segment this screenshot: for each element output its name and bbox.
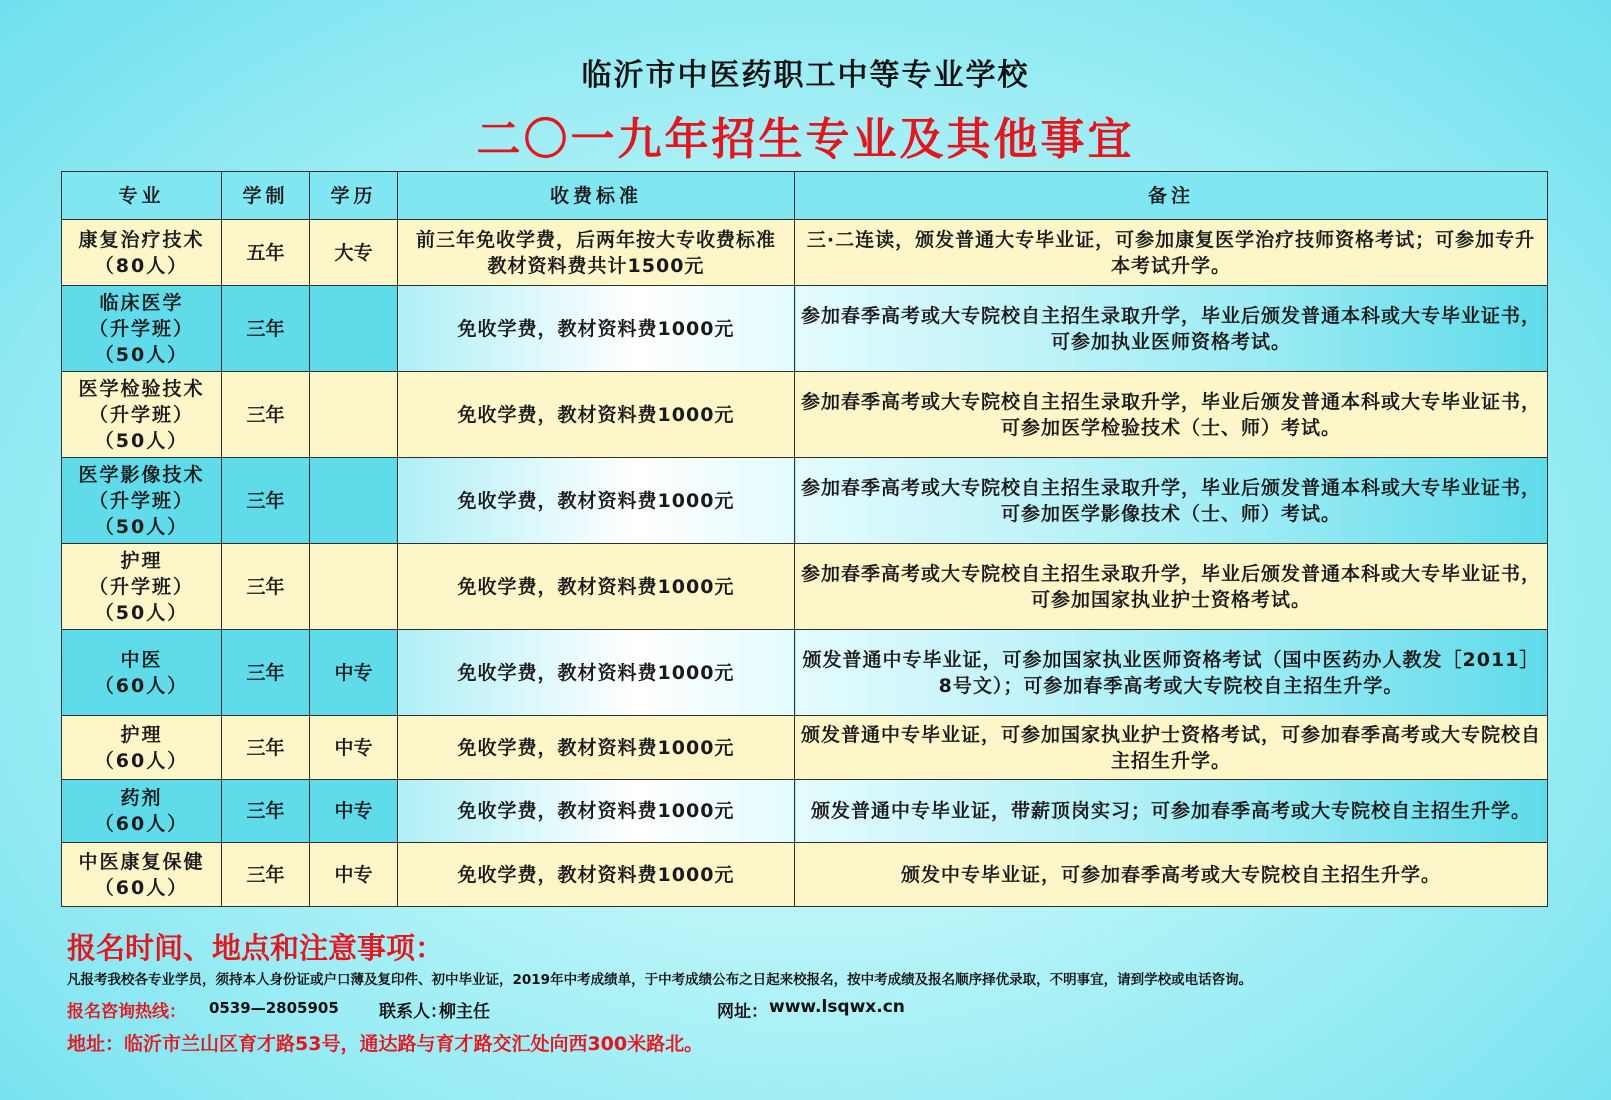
table-row (62, 372, 1548, 458)
registration-notice: 凡报考我校各专业学员，须持本人身份证或户口薄及复印件、初中毕业证，2019年中考成绩单，于中考成绩公布之日起来校报名，按中考成绩及报名顺序择优录取，不明事宜，请到学校或电话咨询。 (67, 972, 1253, 988)
note-cell: 颁发普通中专毕业证，可参加国家执业护士资格考试，可参加春季高考或大专院校自主招生升学。 (795, 716, 1548, 780)
contact-person: 柳主任 (439, 1002, 490, 1022)
note-cell: 颁发中专毕业证，可参加春季高考或大专院校自主招生升学。 (795, 843, 1548, 907)
degree-cell (310, 286, 398, 372)
degree-cell (310, 544, 398, 630)
major-quota: （60人） (94, 813, 189, 835)
years-cell: 三年 (222, 843, 310, 907)
major-quota: （60人） (94, 749, 189, 772)
years-cell: 三年 (222, 286, 310, 372)
table-row (62, 286, 1548, 372)
column-header: 收费标准 (398, 172, 795, 220)
major-cell (62, 220, 222, 286)
major-class: （升学班） (88, 575, 194, 598)
website-link[interactable]: www.lsqwx.cn (769, 997, 905, 1017)
column-header: 备注 (795, 172, 1548, 220)
years-cell: 三年 (222, 372, 310, 458)
fee-cell (398, 220, 795, 286)
fee-cell: 免收学费，教材资料费1000元 (398, 780, 795, 843)
note-cell: 参加春季高考或大专院校自主招生录取升学，毕业后颁发普通本科或大专毕业证书，可参加医学检验技术（士、师）考试。 (795, 372, 1548, 458)
column-header: 学历 (310, 172, 398, 220)
major-class: （升学班） (88, 403, 194, 426)
degree-cell (310, 372, 398, 458)
major-quota: （60人） (94, 674, 189, 697)
major-cell (62, 843, 222, 907)
fee-cell: 免收学费，教材资料费1000元 (398, 843, 795, 907)
note-cell: 颁发普通中专毕业证，带薪顶岗实习；可参加春季高考或大专院校自主招生升学。 (795, 780, 1548, 843)
degree-cell (310, 458, 398, 544)
major-class: （升学班） (88, 317, 194, 340)
table-row (62, 630, 1548, 716)
major-cell (62, 780, 222, 843)
major-quota: （50人） (94, 343, 189, 366)
degree-cell: 中专 (310, 843, 398, 907)
years-cell: 三年 (222, 780, 310, 843)
website-label: 网址： (717, 1002, 768, 1022)
page-title: 二〇一九年招生专业及其他事宜 (476, 114, 1135, 165)
major-name: 医学检验技术 (78, 377, 205, 400)
years-cell: 三年 (222, 716, 310, 780)
column-header: 学制 (222, 172, 310, 220)
registration-heading: 报名时间、地点和注意事项： (67, 931, 445, 965)
major-cell (62, 630, 222, 716)
major-quota: （50人） (94, 515, 189, 538)
fee-line: 前三年免收学费，后两年按大专收费标准 (415, 228, 776, 251)
fee-line: 教材资料费共计1500元 (487, 254, 705, 277)
major-name: 医学影像技术 (78, 463, 205, 486)
major-name: 康复治疗技术 (78, 228, 205, 251)
major-name: 临床医学 (99, 291, 184, 314)
table-row (62, 544, 1548, 630)
major-cell (62, 716, 222, 780)
fee-cell: 免收学费，教材资料费1000元 (398, 372, 795, 458)
enrollment-table (61, 171, 1548, 907)
degree-cell: 中专 (310, 716, 398, 780)
note-cell: 参加春季高考或大专院校自主招生录取升学，毕业后颁发普通本科或大专毕业证书，可参加国家执业护士资格考试。 (795, 544, 1548, 630)
major-quota: （50人） (94, 601, 189, 624)
major-cell (62, 372, 222, 458)
fee-cell: 免收学费，教材资料费1000元 (398, 544, 795, 630)
major-cell (62, 286, 222, 372)
contact-row (67, 997, 1567, 1023)
major-cell (62, 544, 222, 630)
column-header: 专业 (62, 172, 222, 220)
school-name: 临沂市中医药职工中等专业学校 (581, 58, 1030, 93)
table-row (62, 843, 1548, 907)
years-cell: 三年 (222, 458, 310, 544)
hotline-label: 报名咨询热线： (67, 1002, 186, 1022)
major-cell (62, 458, 222, 544)
hotline-number[interactable]: 0539—2805905 (209, 999, 339, 1017)
table-row (62, 716, 1548, 780)
contact-label: 联系人： (379, 1002, 447, 1022)
table-row (62, 458, 1548, 544)
years-cell: 三年 (222, 544, 310, 630)
note-cell: 参加春季高考或大专院校自主招生录取升学，毕业后颁发普通本科或大专毕业证书，可参加医学影像技术（士、师）考试。 (795, 458, 1548, 544)
degree-cell: 中专 (310, 780, 398, 843)
major-name: 中医 (120, 648, 163, 671)
note-cell: 三·二连读，颁发普通大专毕业证，可参加康复医学治疗技师资格考试；可参加专升本考试升学。 (795, 220, 1548, 286)
major-quota: （50人） (94, 429, 189, 452)
major-name: 护理 (120, 723, 163, 746)
table-row (62, 220, 1548, 286)
major-quota: （80人） (94, 254, 189, 277)
degree-cell: 大专 (310, 220, 398, 286)
major-name: 药剂 (120, 787, 163, 809)
major-class: （升学班） (88, 489, 194, 512)
years-cell: 三年 (222, 630, 310, 716)
major-name: 护理 (120, 549, 163, 572)
table-header-row (62, 172, 1548, 220)
table-row (62, 780, 1548, 843)
fee-cell: 免收学费，教材资料费1000元 (398, 716, 795, 780)
degree-cell: 中专 (310, 630, 398, 716)
fee-cell: 免收学费，教材资料费1000元 (398, 630, 795, 716)
note-cell: 颁发普通中专毕业证，可参加国家执业医师资格考试（国中医药办人教发［2011］8号文）；可参加春季高考或大专院校自主招生升学。 (795, 630, 1548, 716)
note-cell: 参加春季高考或大专院校自主招生录取升学，毕业后颁发普通本科或大专毕业证书，可参加执业医师资格考试。 (795, 286, 1548, 372)
fee-cell: 免收学费，教材资料费1000元 (398, 458, 795, 544)
years-cell: 五年 (222, 220, 310, 286)
major-name: 中医康复保健 (78, 850, 205, 873)
major-quota: （60人） (94, 876, 189, 899)
fee-cell: 免收学费，教材资料费1000元 (398, 286, 795, 372)
school-address: 地址：临沂市兰山区育才路53号，通达路与育才路交汇处向西300米路北。 (67, 1033, 704, 1055)
